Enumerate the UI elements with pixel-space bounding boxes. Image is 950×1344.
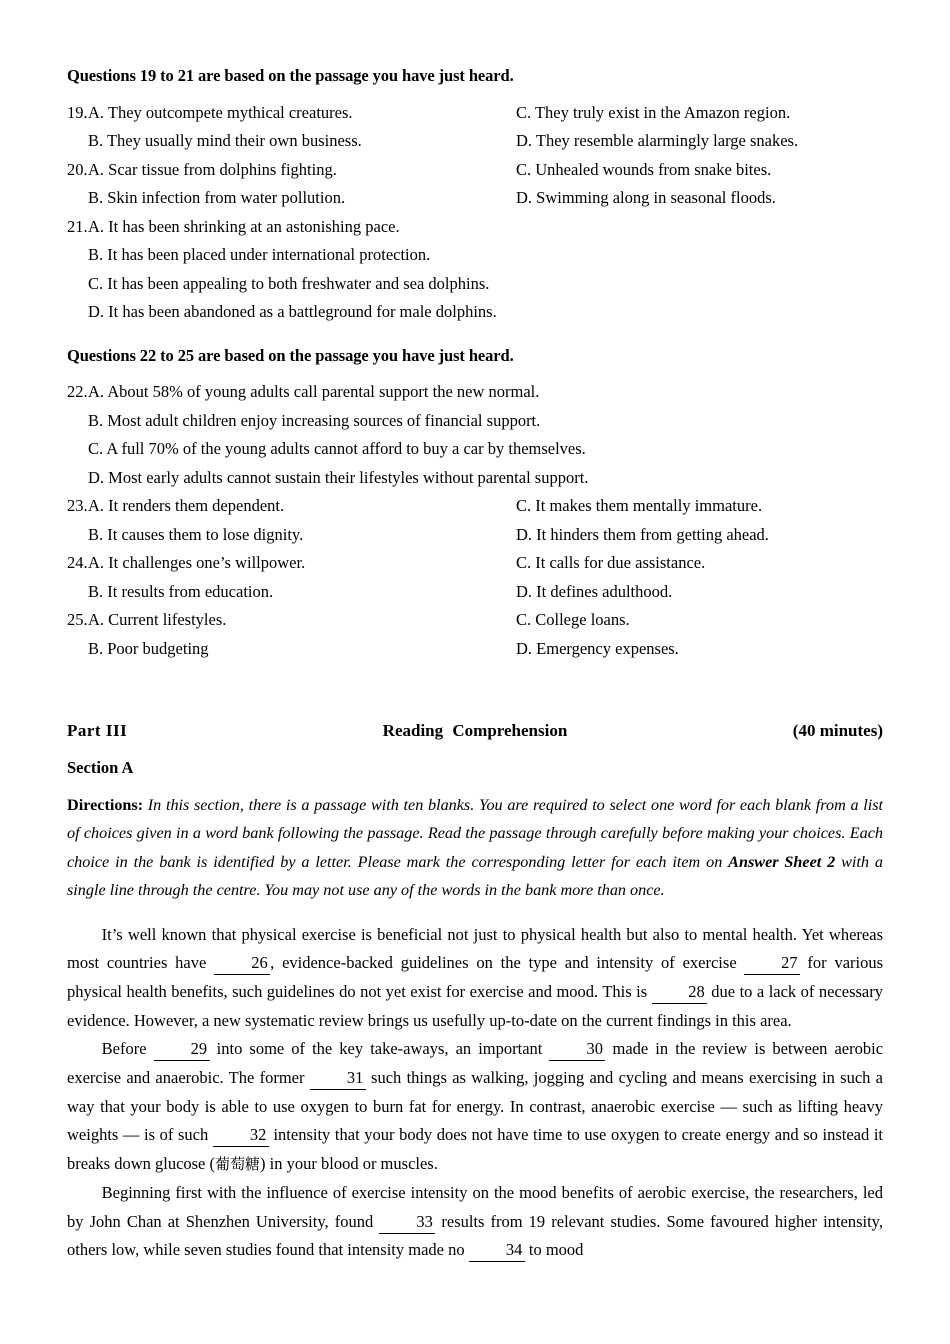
- question-21-row-b: [67, 241, 883, 270]
- question-24-row-b: [67, 578, 883, 607]
- blank-27[interactable]: 27: [744, 952, 799, 975]
- question-23-option-b[interactable]: B. It causes them to lose dignity.: [88, 524, 304, 544]
- question-22-option-b[interactable]: B. Most adult children enjoy increasing sources of financial support.: [88, 410, 541, 430]
- question-25-option-a[interactable]: A. Current lifestyles.: [88, 610, 227, 629]
- question-22-option-c[interactable]: C. A full 70% of the young adults cannot afford to buy a car by themselves.: [88, 439, 586, 458]
- question-22-row-c: [67, 435, 883, 464]
- question-24-option-d[interactable]: D. It defines adulthood.: [516, 581, 673, 601]
- question-23-option-d[interactable]: D. It hinders them from getting ahead.: [516, 524, 769, 544]
- question-21-row-c: [67, 270, 883, 299]
- answer-sheet-reference: Answer Sheet 2: [728, 852, 836, 871]
- passage-p3-text-a: Beginning first with the influence of exercise intensity on the mood benefits of aerobic exercise, the researchers, led by John Chan at Shenzhen University, found: [67, 1182, 883, 1231]
- part-three-title: Reading Comprehension: [382, 721, 568, 740]
- question-19-row-b: [67, 127, 883, 156]
- question-21-option-d[interactable]: D. It has been abandoned as a battleground for male dolphins.: [88, 302, 497, 321]
- passage-p2-text-f: ) in your blood or muscles.: [260, 1154, 438, 1174]
- question-22-row-a: [67, 378, 883, 407]
- question-22-option-a[interactable]: A. About 58% of young adults call parental support the new normal.: [88, 382, 540, 401]
- question-25-option-b[interactable]: B. Poor budgeting: [88, 638, 209, 658]
- question-21-row-a: [67, 213, 883, 242]
- blank-28[interactable]: 28: [652, 981, 707, 1004]
- question-19-option-b[interactable]: B. They usually mind their own business.: [88, 131, 362, 150]
- question-25-option-d[interactable]: D. Emergency expenses.: [516, 638, 679, 658]
- passage-p2-text-d: such things as walking, jogging and cycling and means exercising in such a way that your body is able to use oxygen to burn fat for energy. In contrast, anaerobic exercise — such as lifting heavy weights — is of such: [67, 1068, 883, 1145]
- question-22-number: 22.: [67, 382, 88, 401]
- question-24-option-a[interactable]: A. It challenges one’s willpower.: [88, 553, 306, 572]
- question-22-row-d: [67, 464, 883, 493]
- part-three-label: Part III: [67, 721, 128, 740]
- question-23-option-c[interactable]: C. It makes them mentally immature.: [516, 496, 763, 515]
- passage-p1-text-c: for various physical health benefits, such guidelines do not yet exist for exercise and mood. This is: [67, 953, 884, 1001]
- question-21-option-b[interactable]: B. It has been placed under international protection.: [88, 245, 431, 264]
- question-25-number: 25.: [67, 610, 88, 629]
- passage-p2-text-c: made in the review is between aerobic exercise and anaerobic. The former: [67, 1039, 884, 1088]
- section-a-label: Section A: [67, 758, 134, 777]
- passage-paragraph-1: [67, 921, 883, 1036]
- question-20-option-b[interactable]: B. Skin infection from water pollution.: [88, 188, 346, 207]
- passage-p3-text-b: results from 19 relevant studies. Some favoured higher intensity, others low, while seven studies found that intensity made no: [67, 1211, 883, 1260]
- passage-p1-text-d: due to a lack of necessary evidence. However, a new systematic review brings us usefully up-to-date on the current findings in this area.: [67, 981, 884, 1030]
- question-24-row-a: [67, 549, 883, 578]
- question-23-row-b: [67, 521, 883, 550]
- question-20-option-a[interactable]: A. Scar tissue from dolphins fighting.: [88, 159, 337, 179]
- questions-22-25-heading: Questions 22 to 25 are based on the passage you have just heard.: [67, 345, 514, 365]
- passage-paragraph-2: [67, 1035, 883, 1179]
- directions-label: Directions:: [67, 795, 144, 814]
- question-21-number: 21.: [67, 216, 88, 236]
- part-three-section: [67, 718, 883, 1265]
- passage-p1-text-a: It’s well known that physical exercise is beneficial not just to physical health but also to mental health. Yet whereas most countries have: [67, 924, 883, 973]
- blank-30[interactable]: 30: [549, 1038, 605, 1061]
- question-25-option-c[interactable]: C. College loans.: [516, 610, 630, 629]
- cloze-passage: [67, 921, 883, 1265]
- question-19-option-c[interactable]: C. They truly exist in the Amazon region.: [516, 102, 791, 122]
- passage-p2-text-a: Before: [101, 1039, 147, 1059]
- question-25-row-b: [67, 635, 883, 664]
- passage-p2-text-e: intensity that your body does not have time to use oxygen to create energy and so instead it breaks down glucose (: [67, 1125, 883, 1174]
- directions-text-second: with a single line through the centre. You may not use any of the words in the bank more than once.: [67, 852, 883, 899]
- passage-paragraph-3: [67, 1179, 883, 1265]
- blank-31[interactable]: 31: [310, 1067, 366, 1090]
- passage-p3-text-c: to mood: [528, 1240, 584, 1260]
- glucose-chinese-gloss: 葡萄糖: [215, 1155, 261, 1174]
- blank-26[interactable]: 26: [214, 952, 270, 975]
- question-23-row-a: [67, 492, 883, 521]
- question-19-number: 19.: [67, 102, 88, 122]
- part-three-duration: (40 minutes): [792, 721, 883, 740]
- blank-32[interactable]: 32: [213, 1124, 269, 1147]
- question-22-option-d[interactable]: D. Most early adults cannot sustain their lifestyles without parental support.: [88, 467, 589, 487]
- blank-29[interactable]: 29: [154, 1038, 210, 1061]
- question-20-row-b: [67, 184, 883, 213]
- directions-paragraph: [67, 791, 883, 905]
- question-19-row-a: [67, 99, 883, 128]
- question-21-row-d: [67, 298, 883, 327]
- question-20-option-d[interactable]: D. Swimming along in seasonal floods.: [516, 188, 776, 207]
- blank-33[interactable]: 33: [379, 1211, 435, 1234]
- questions-19-21-heading: Questions 19 to 21 are based on the passage you have just heard.: [67, 66, 514, 85]
- question-20-row-a: [67, 156, 883, 185]
- question-21-option-c[interactable]: C. It has been appealing to both freshwater and sea dolphins.: [88, 273, 490, 293]
- blank-34[interactable]: 34: [469, 1239, 525, 1262]
- question-24-number: 24.: [67, 553, 88, 572]
- passage-p2-text-b: into some of the key take-aways, an important: [216, 1039, 543, 1059]
- question-23-option-a[interactable]: A. It renders them dependent.: [88, 496, 285, 515]
- question-20-number: 20.: [67, 159, 88, 179]
- question-22-row-b: [67, 407, 883, 436]
- directions-text-first: In this section, there is a passage with ten blanks. You are required to select one word for each blank from a list of choices given in a word bank following the passage. Read the passage through carefully before making your choices. Each choice in the bank is identified by a letter. Please mark the corresponding letter for each item on: [67, 795, 883, 871]
- question-19-option-d[interactable]: D. They resemble alarmingly large snakes.: [516, 131, 799, 150]
- question-24-option-b[interactable]: B. It results from education.: [88, 581, 274, 601]
- page-content: [67, 68, 883, 663]
- question-23-number: 23.: [67, 496, 88, 515]
- part-three-header-row: [67, 718, 883, 744]
- passage-p1-text-b: , evidence-backed guidelines on the type and intensity of exercise: [270, 953, 737, 973]
- question-24-option-c[interactable]: C. It calls for due assistance.: [516, 553, 706, 572]
- question-19-option-a[interactable]: A. They outcompete mythical creatures.: [88, 102, 353, 122]
- question-25-row-a: [67, 606, 883, 635]
- question-21-option-a[interactable]: A. It has been shrinking at an astonishing pace.: [88, 216, 400, 236]
- question-20-option-c[interactable]: C. Unhealed wounds from snake bites.: [516, 159, 772, 179]
